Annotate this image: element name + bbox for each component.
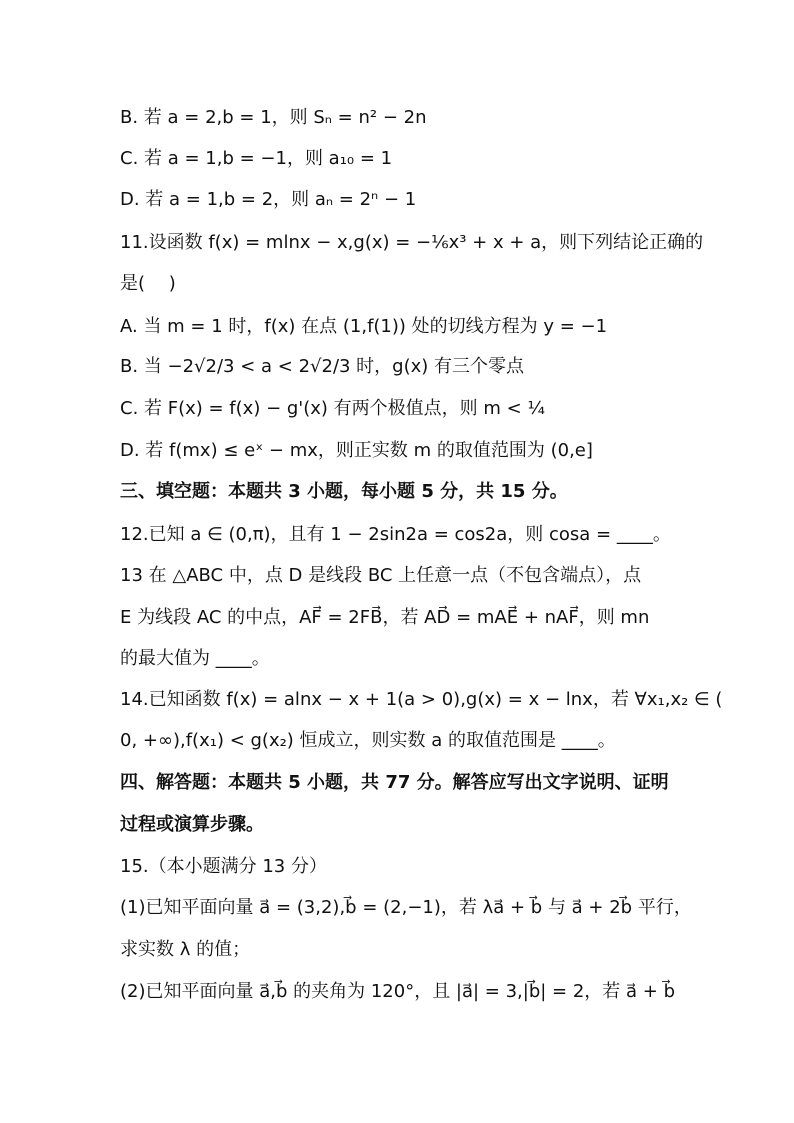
question-15-part1: (1)已知平面向量 a⃗ = (3,2),b⃗ = (2,−1)，若 λa⃗ + b⃗ 与 a⃗ + 2b⃗ 平行， bbox=[120, 897, 692, 918]
option-d-q10: D. 若 a = 1,b = 2，则 aₙ = 2ⁿ − 1 bbox=[120, 189, 417, 210]
question-13-line2: E 为线段 AC 的中点，AF⃗ = 2FB⃗，若 AD⃗ = mAE⃗ + nAF⃗，则 mn bbox=[120, 607, 650, 628]
question-12: 12.已知 a ∈ (0,π)，且有 1 − 2sin2a = cos2a，则 cosa = ____。 bbox=[120, 524, 671, 545]
question-11-stem: 11.设函数 f(x) = mlnx − x,g(x) = −⅙x³ + x + a，则下列结论正确的 bbox=[120, 232, 704, 253]
option-b-q11: B. 当 −2√2/3 < a < 2√2/3 时，g(x) 有三个零点 bbox=[120, 356, 525, 377]
section-3-heading: 三、填空题：本题共 3 小题，每小题 5 分，共 15 分。 bbox=[120, 481, 568, 502]
option-b-q10: B. 若 a = 2,b = 1，则 Sₙ = n² − 2n bbox=[120, 107, 427, 128]
question-15-part1-cont: 求实数 λ 的值； bbox=[120, 939, 251, 960]
section-4-heading-cont: 过程或演算步骤。 bbox=[120, 814, 264, 835]
option-a-q11: A. 当 m = 1 时，f(x) 在点 (1,f(1)) 处的切线方程为 y = −1 bbox=[120, 316, 608, 337]
question-13-line1: 13 在 △ABC 中，点 D 是线段 BC 上任意一点（不包含端点），点 bbox=[120, 565, 642, 586]
question-14-line2: 0, +∞),f(x₁) < g(x₂) 恒成立，则实数 a 的取值范围是 ____。 bbox=[120, 730, 616, 751]
question-14-line1: 14.已知函数 f(x) = alnx − x + 1(a > 0),g(x) = x − lnx，若 ∀x₁,x₂ ∈ ( bbox=[120, 689, 723, 710]
question-15-part2: (2)已知平面向量 a⃗,b⃗ 的夹角为 120°，且 |a⃗| = 3,|b⃗| = 2，若 a⃗ + b⃗ bbox=[120, 981, 676, 1002]
option-c-q11: C. 若 F(x) = f(x) − g'(x) 有两个极值点，则 m < ¼ bbox=[120, 398, 545, 419]
section-4-heading: 四、解答题：本题共 5 小题，共 77 分。解答应写出文字说明、证明 bbox=[120, 772, 669, 793]
option-c-q10: C. 若 a = 1,b = −1，则 a₁₀ = 1 bbox=[120, 148, 393, 169]
question-15-title: 15.（本小题满分 13 分） bbox=[120, 856, 327, 877]
question-11-stem-cont: 是( ) bbox=[120, 273, 176, 294]
option-d-q11: D. 若 f(mx) ≤ eˣ − mx，则正实数 m 的取值范围为 (0,e] bbox=[120, 440, 593, 461]
question-13-line3: 的最大值为 ____。 bbox=[120, 648, 270, 669]
